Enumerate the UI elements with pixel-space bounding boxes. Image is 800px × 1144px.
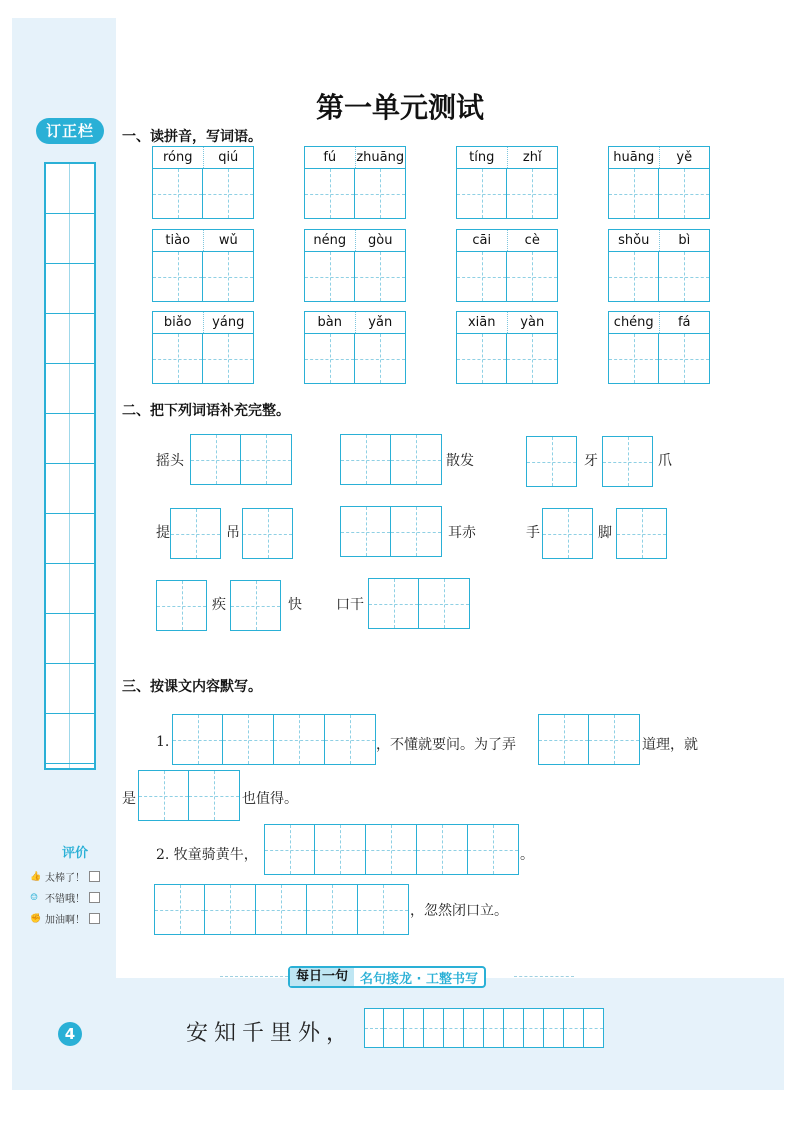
evaluation-checkbox[interactable] [89, 871, 100, 882]
answer-boxes[interactable] [172, 714, 376, 765]
q1-line2-start: 是 [122, 791, 136, 807]
character-writing-cells[interactable] [456, 168, 558, 219]
pinyin-syllable: biǎo [163, 315, 192, 330]
answer-boxes[interactable] [230, 580, 281, 631]
pinyin-row [456, 146, 558, 168]
tianzige-cell[interactable] [304, 251, 355, 302]
pinyin-syllable: yǎn [355, 312, 406, 333]
pinyin-syllable: fú [323, 150, 337, 165]
tianzige-cell[interactable] [152, 251, 203, 302]
answer-boxes[interactable] [526, 436, 577, 487]
pinyin-syllable: yáng [203, 312, 254, 333]
word-ji: 疾 [212, 597, 226, 613]
correction-writing-grid[interactable] [44, 162, 96, 770]
evaluation-checkbox[interactable] [89, 892, 100, 903]
q2-line2-end: ，忽然闭口立。 [410, 903, 508, 919]
tianzige-cell[interactable] [507, 168, 558, 219]
tianzige-cell[interactable] [203, 251, 254, 302]
word-sanfa: 散发 [446, 453, 474, 469]
pinyin-word-group [152, 311, 254, 384]
cheer-icon: ✊ [30, 913, 42, 924]
answer-boxes[interactable] [538, 714, 640, 765]
pinyin-row [152, 311, 254, 333]
evaluation-item [30, 869, 110, 884]
tianzige-cell[interactable] [608, 168, 659, 219]
answer-boxes[interactable] [154, 884, 409, 935]
word-kougan: 口干 [336, 597, 364, 613]
q1-number: 1. [156, 734, 170, 750]
pinyin-word-group [304, 229, 406, 302]
character-writing-cells[interactable] [152, 251, 254, 302]
evaluation-panel [30, 842, 110, 932]
pinyin-word-group [456, 146, 558, 219]
tianzige-cell[interactable] [507, 251, 558, 302]
q1-line2-end: 也值得。 [242, 791, 298, 807]
answer-boxes[interactable] [542, 508, 593, 559]
answer-boxes[interactable] [602, 436, 653, 487]
tianzige-cell[interactable] [456, 251, 507, 302]
smile-icon: ☺ [30, 892, 39, 903]
pinyin-word-group [304, 311, 406, 384]
pinyin-syllable: cè [507, 230, 558, 251]
word-diao: 吊 [226, 525, 240, 541]
pinyin-syllable: gòu [355, 230, 406, 251]
pinyin-syllable: fá [659, 312, 710, 333]
pinyin-row [456, 311, 558, 333]
tianzige-cell[interactable] [608, 333, 659, 384]
pinyin-syllable: wǔ [203, 230, 254, 251]
pinyin-syllable: bàn [317, 315, 342, 330]
pinyin-syllable: xiān [467, 315, 496, 330]
tianzige-cell[interactable] [659, 168, 710, 219]
pinyin-word-group [304, 146, 406, 219]
pinyin-word-group [152, 229, 254, 302]
evaluation-item [30, 890, 110, 905]
answer-boxes[interactable] [242, 508, 293, 559]
tianzige-cell[interactable] [355, 168, 406, 219]
tianzige-cell[interactable] [203, 168, 254, 219]
tianzige-cell[interactable] [456, 333, 507, 384]
pinyin-row [304, 311, 406, 333]
answer-boxes[interactable] [340, 506, 442, 557]
pinyin-word-group [608, 146, 710, 219]
pinyin-syllable: tíng [469, 150, 495, 165]
pinyin-row [608, 311, 710, 333]
pinyin-row [608, 146, 710, 168]
divider [220, 976, 288, 977]
page-title: 第一单元测试 [315, 91, 484, 124]
character-writing-cells[interactable] [608, 251, 710, 302]
q2-start: 2. 牧童骑黄牛， [156, 847, 258, 863]
word-kuai: 快 [288, 597, 302, 613]
character-writing-cells[interactable] [152, 333, 254, 384]
q2-end: 。 [520, 847, 534, 863]
word-zhua: 爪 [658, 453, 672, 469]
pinyin-syllable: yě [659, 147, 710, 168]
word-yaotou: 摇头 [156, 453, 184, 469]
word-shou: 手 [526, 525, 540, 541]
pinyin-syllable: róng [162, 150, 193, 165]
answer-boxes[interactable] [264, 824, 519, 875]
pinyin-syllable: tiào [165, 233, 191, 248]
pinyin-row [304, 146, 406, 168]
daily-tag-primary: 每日一句 [290, 968, 354, 986]
pinyin-row [456, 229, 558, 251]
pinyin-word-group [608, 229, 710, 302]
evaluation-checkbox[interactable] [89, 913, 100, 924]
character-writing-cells[interactable] [456, 333, 558, 384]
daily-answer-boxes[interactable] [364, 1008, 604, 1048]
pinyin-row [152, 229, 254, 251]
page-number: 4 [58, 1022, 82, 1046]
character-writing-cells[interactable] [608, 333, 710, 384]
pinyin-syllable: néng [313, 233, 347, 248]
pinyin-row [152, 146, 254, 168]
answer-boxes[interactable] [340, 434, 442, 485]
evaluation-item [30, 911, 110, 926]
pinyin-word-group [608, 311, 710, 384]
answer-boxes[interactable] [190, 434, 292, 485]
pinyin-syllable: bì [659, 230, 710, 251]
tianzige-cell[interactable] [152, 168, 203, 219]
pinyin-syllable: yàn [507, 312, 558, 333]
tianzige-cell[interactable] [304, 168, 355, 219]
correction-column-label: 订正栏 [36, 118, 104, 144]
evaluation-label: 不错哦！ [45, 894, 85, 905]
tianzige-cell[interactable] [304, 333, 355, 384]
character-writing-cells[interactable] [456, 251, 558, 302]
answer-boxes[interactable] [368, 578, 470, 629]
tianzige-cell[interactable] [608, 251, 659, 302]
daily-tag-secondary: 名句接龙 · 工整书写 [360, 971, 479, 987]
tianzige-cell[interactable] [203, 333, 254, 384]
pinyin-word-group [152, 146, 254, 219]
answer-boxes[interactable] [170, 508, 221, 559]
answer-boxes[interactable] [616, 508, 667, 559]
q1-end-text: 道理，就 [642, 737, 698, 753]
pinyin-syllable: qiú [203, 147, 254, 168]
pinyin-syllable: huāng [613, 150, 655, 165]
tianzige-cell[interactable] [456, 168, 507, 219]
pinyin-syllable: zhuāng [355, 147, 406, 168]
character-writing-cells[interactable] [608, 168, 710, 219]
pinyin-row [608, 229, 710, 251]
answer-boxes[interactable] [138, 770, 240, 821]
character-writing-cells[interactable] [304, 333, 406, 384]
pinyin-row [304, 229, 406, 251]
answer-boxes[interactable] [156, 580, 207, 631]
tianzige-cell[interactable] [355, 333, 406, 384]
tianzige-cell[interactable] [152, 333, 203, 384]
thumbs-up-icon: 👍 [30, 871, 42, 882]
evaluation-label: 加油啊！ [45, 915, 85, 926]
pinyin-word-group [456, 311, 558, 384]
section-3-heading: 三、按课文内容默写。 [122, 679, 262, 695]
word-erchi: 耳赤 [448, 525, 476, 541]
character-writing-cells[interactable] [304, 251, 406, 302]
tianzige-cell[interactable] [355, 251, 406, 302]
pinyin-syllable: chéng [613, 315, 654, 330]
q1-middle-text: ，不懂就要问。为了弄 [376, 737, 516, 753]
pinyin-syllable: shǒu [618, 233, 650, 248]
pinyin-syllable: cāi [472, 233, 492, 248]
divider [514, 976, 574, 977]
section-1-heading: 一、读拼音，写词语。 [122, 129, 262, 145]
pinyin-syllable: zhǐ [507, 147, 558, 168]
tianzige-cell[interactable] [659, 251, 710, 302]
daily-sentence-tag [288, 966, 486, 988]
evaluation-title: 评价 [62, 846, 89, 861]
character-writing-cells[interactable] [152, 168, 254, 219]
character-writing-cells[interactable] [304, 168, 406, 219]
section-2-heading: 二、把下列词语补充完整。 [122, 403, 290, 419]
word-ya: 牙 [584, 453, 598, 469]
evaluation-label: 太棒了！ [45, 873, 85, 884]
tianzige-cell[interactable] [507, 333, 558, 384]
word-jiao: 脚 [598, 525, 612, 541]
word-ti: 提 [156, 525, 170, 541]
tianzige-cell[interactable] [659, 333, 710, 384]
daily-sentence-text: 安知千里外， [186, 1021, 355, 1046]
pinyin-word-group [456, 229, 558, 302]
